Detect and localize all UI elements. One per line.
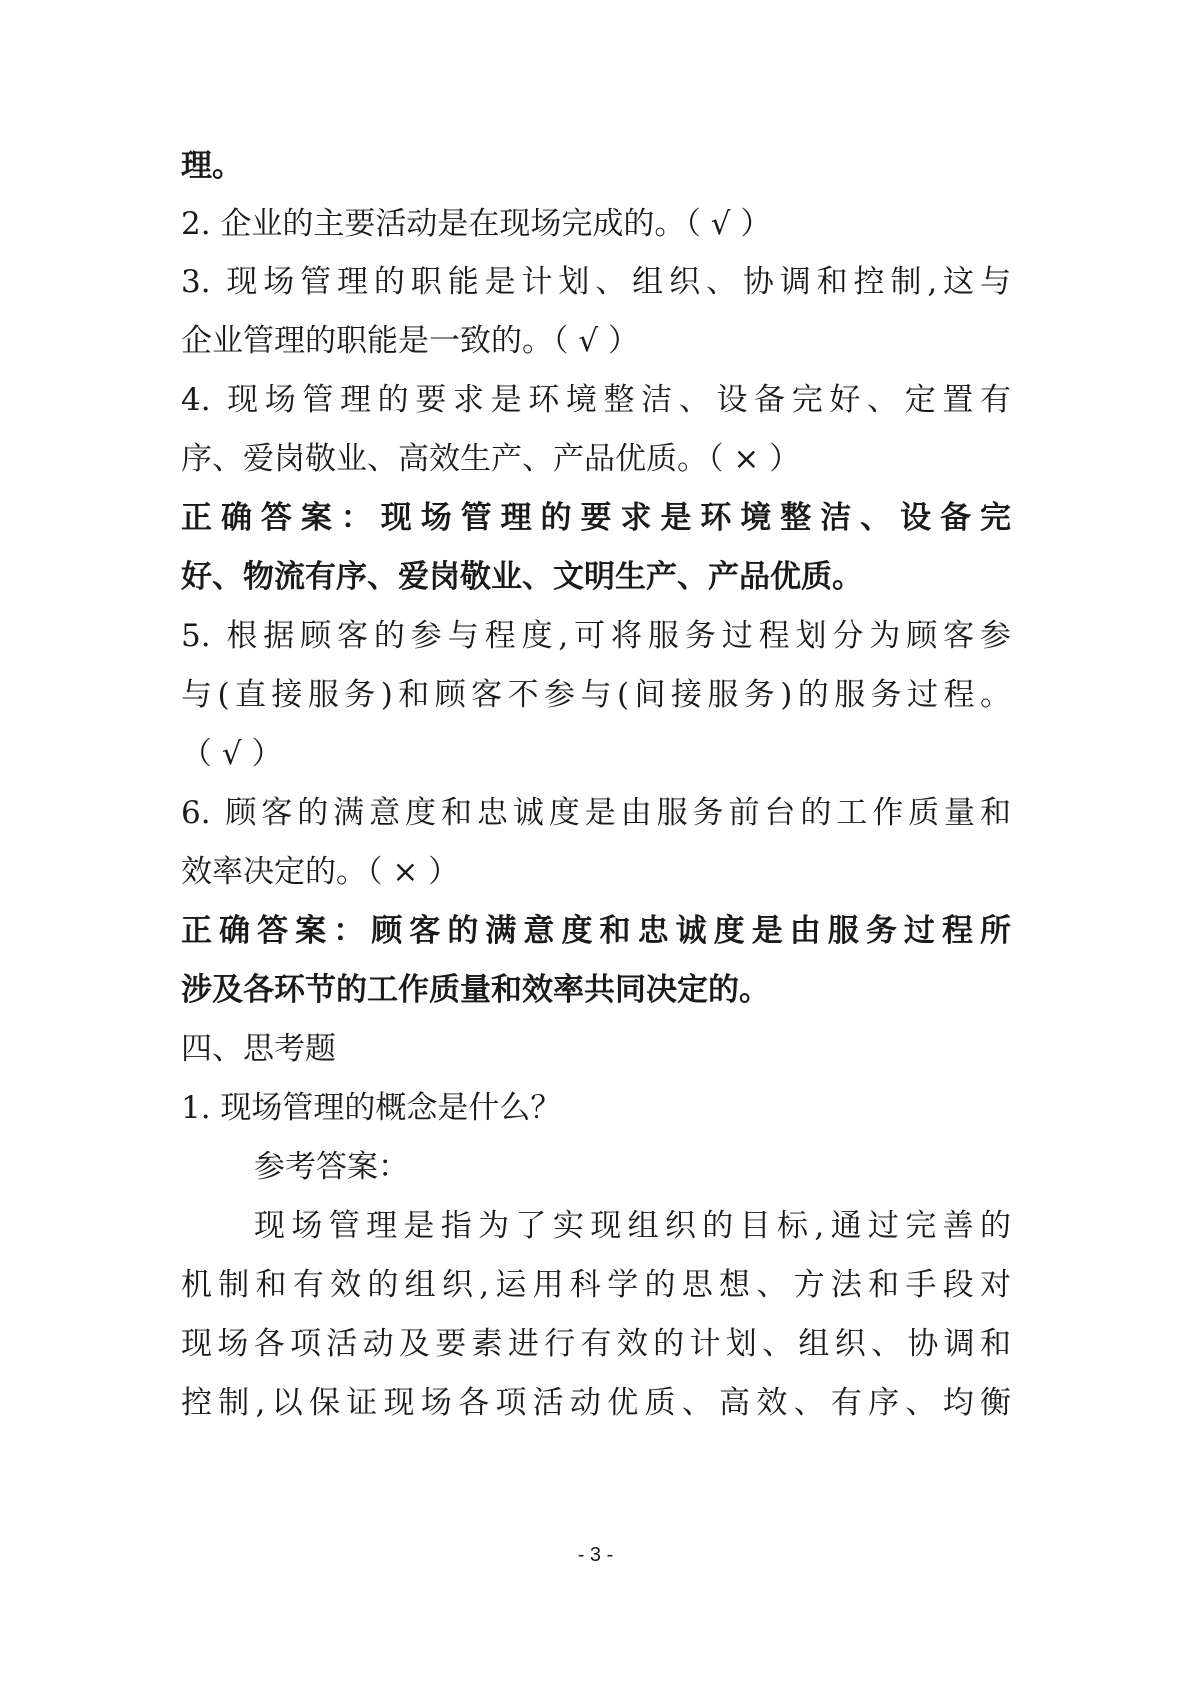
statement-5-line-2: 与(直接服务)和顾客不参与(间接服务)的服务过程。 bbox=[181, 677, 1011, 713]
question-1: 1. 现场管理的概念是什么？ bbox=[181, 1090, 562, 1126]
correct-answer-4-line-1: 正确答案：现场管理的要求是环境整洁、设备完 bbox=[181, 500, 1011, 536]
page-number: - 3 - bbox=[577, 1544, 614, 1566]
statement-3-line-2: 企业管理的职能是一致的。（ √ ） bbox=[181, 323, 639, 359]
answer-paragraph-line-2: 机制和有效的组织,运用科学的思想、方法和手段对 bbox=[181, 1267, 1011, 1303]
answer-paragraph-line-4: 控制,以保证现场各项活动优质、高效、有序、均衡 bbox=[181, 1385, 1011, 1421]
section-heading: 四、思考题 bbox=[181, 1031, 336, 1067]
statement-4-line-1: 4. 现场管理的要求是环境整洁、设备完好、定置有 bbox=[181, 382, 1011, 418]
answer-paragraph-line-1: 现场管理是指为了实现组织的目标,通过完善的 bbox=[254, 1208, 1011, 1244]
correct-answer-6-line-2: 涉及各环节的工作质量和效率共同决定的。 bbox=[181, 972, 770, 1008]
correct-answer-4-line-2: 好、物流有序、爱岗敬业、文明生产、产品优质。 bbox=[181, 559, 863, 595]
statement-5-line-3: （ √ ） bbox=[181, 736, 283, 772]
correct-answer-6-line-1: 正确答案：顾客的满意度和忠诚度是由服务过程所 bbox=[181, 913, 1011, 949]
statement-6-line-1: 6. 顾客的满意度和忠诚度是由服务前台的工作质量和 bbox=[181, 795, 1011, 831]
statement-5-line-1: 5. 根据顾客的参与程度,可将服务过程划分为顾客参 bbox=[181, 618, 1011, 654]
statement-3-line-1: 3. 现场管理的职能是计划、组织、协调和控制,这与 bbox=[181, 264, 1011, 300]
statement-4-line-2: 序、爱岗敬业、高效生产、产品优质。（ × ） bbox=[181, 441, 801, 477]
text-line-continuation: 理。 bbox=[181, 148, 243, 184]
reference-answer-label: 参考答案： bbox=[254, 1149, 409, 1185]
statement-6-line-2: 效率决定的。（ × ） bbox=[181, 854, 460, 890]
answer-paragraph-line-3: 现场各项活动及要素进行有效的计划、组织、协调和 bbox=[181, 1326, 1011, 1362]
statement-2: 2. 企业的主要活动是在现场完成的。（ √ ） bbox=[181, 206, 772, 242]
